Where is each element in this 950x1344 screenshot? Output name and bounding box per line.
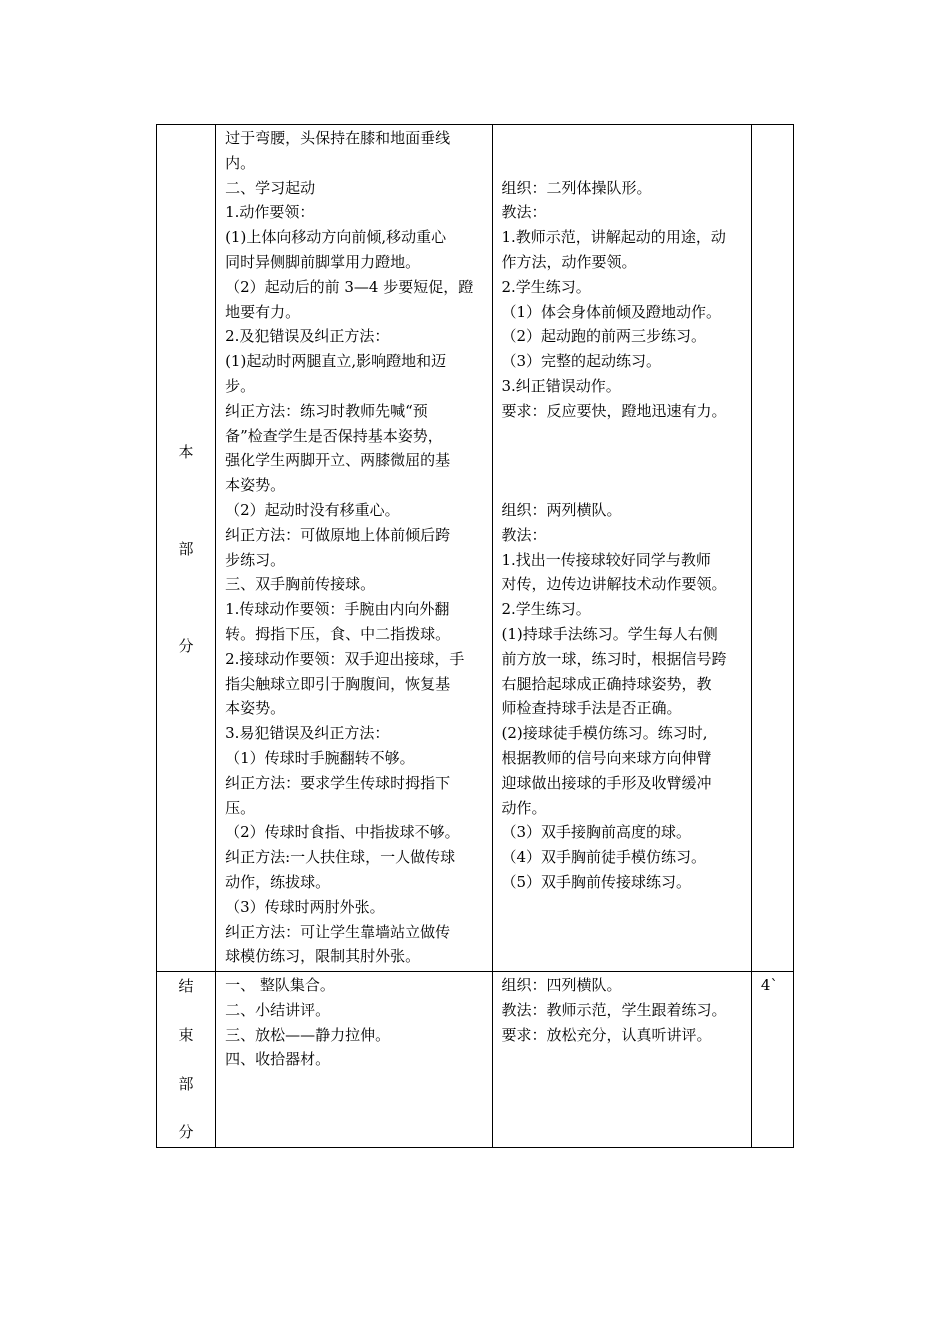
text-line: 步练习。 [225,550,286,569]
main-section-label [157,125,216,972]
text-line: 1.找出一传接球较好同学与教师 [501,550,711,569]
text-line: 纠正方法：练习时教师先喊“预 [225,401,428,420]
main-section-row [157,125,794,972]
section-label-char: 部 [178,1074,194,1093]
text-line [502,151,748,176]
text-line: 迎球做出接球的手形及收臂缓冲 [501,773,712,792]
text-line: 教法： [501,203,547,222]
text-line: 二、小结讲评。 [225,1000,331,1019]
text-line: （1）传球时手腕翻转不够。 [225,748,415,767]
text-line: 要求：反应要快，蹬地迅速有力。 [501,401,727,420]
text-line: （3）传球时两肘外张。 [225,897,385,916]
text-line: 作方法，动作要领。 [501,252,637,271]
text-line: 地要有力。 [225,302,301,321]
text-line: 纠正方法：可做原地上体前倾后跨 [225,525,451,544]
main-content-cell [216,125,492,972]
text-line: 3.易犯错误及纠正方法： [225,724,390,743]
text-line: （1）体会身体前倾及蹬地动作。 [501,302,722,321]
end-section-row [157,972,794,1148]
text-line: 强化学生两脚开立、两膝微屈的基 [225,451,451,470]
text-line: 三、双手胸前传接球。 [225,575,376,594]
text-line [502,126,748,151]
text-line: 前方放一球，练习时，根据信号跨 [501,649,727,668]
section-label-char: 本 [178,442,194,461]
text-line: 二、学习起动 [225,178,316,197]
main-time-cell [751,125,793,972]
end-content-cell [216,972,492,1148]
text-line: （2）起动跑的前两三步练习。 [501,327,707,346]
text-line: (2)接球徒手模仿练习。练习时, [501,724,708,743]
text-line: 右腿拾起球成正确持球姿势，教 [501,674,712,693]
text-line: 对传，边传边讲解技术动作要领。 [501,575,727,594]
section-label-char: 束 [178,1025,194,1044]
text-line: 三、放松——静力拉伸。 [225,1025,391,1044]
section-label-char: 分 [178,1123,194,1142]
text-line: 教法： [501,525,547,544]
text-line: (1)起动时两腿直立,影响蹬地和迈 [225,352,447,371]
text-line: 2.接球动作要领：双手迎出接球，手 [225,649,465,668]
text-line: 备”检查学生是否保持基本姿势， [225,426,443,445]
text-line: 同时异侧脚前脚掌用力蹬地。 [225,252,421,271]
end-section-label [157,972,216,1148]
text-line: 教法：教师示范，学生跟着练习。 [501,1000,727,1019]
text-line: 2.学生练习。 [501,277,591,296]
text-line: 四、收拾器材。 [225,1050,331,1069]
section-label-char: 分 [178,636,194,655]
text-line: （4）双手胸前徒手模仿练习。 [501,848,707,867]
text-line: 师检查持球手法是否正确。 [501,699,682,718]
text-line: 2.学生练习。 [501,600,591,619]
text-line: 纠正方法：要求学生传球时拇指下 [225,773,451,792]
text-line [502,473,748,498]
text-line: 转。拇指下压，食、中二指拨球。 [225,624,451,643]
text-line: （2）起动时没有移重心。 [225,500,400,519]
section-label-char: 结 [178,977,194,995]
main-method-cell [492,125,751,972]
text-line: 1.动作要领： [225,203,315,222]
end-time-cell: 4` [751,972,793,1148]
text-line: 组织：两列横队。 [501,500,622,519]
text-line [502,448,748,473]
text-line: （2）起动后的前 3—4 步要短促，蹬 [225,277,474,296]
text-line: 内。 [225,153,256,172]
end-method-cell [492,972,751,1148]
text-line: 指尖触球立即引于胸腹间，恢复基 [225,674,451,693]
text-line: 步。 [225,376,256,395]
text-line: 2.及犯错误及纠正方法： [225,327,390,346]
section-label-char: 部 [178,539,194,558]
main-method-lines [493,125,751,895]
end-method-lines [493,972,751,1047]
text-line: 动作，练拔球。 [225,872,331,891]
text-line: 压。 [225,798,256,817]
text-line: （3）完整的起动练习。 [501,352,662,371]
text-line: （2）传球时食指、中指拔球不够。 [225,823,460,842]
text-line: 纠正方法:一人扶住球，一人做传球 [225,848,456,867]
text-line: 根据教师的信号向来球方向伸臂 [501,748,712,767]
text-line: 1.教师示范，讲解起动的用途，动 [501,228,726,247]
text-line: 本姿势。 [225,476,286,495]
text-line: 组织：四列横队。 [501,976,622,994]
main-content-lines [216,125,491,969]
end-content-lines [216,972,491,1072]
text-line: 要求：放松充分，认真听讲评。 [501,1025,712,1044]
text-line: 本姿势。 [225,699,286,718]
text-line: （3）双手接胸前高度的球。 [501,823,692,842]
text-line: (1)上体向移动方向前倾,移动重心 [225,228,447,247]
text-line: 纠正方法：可让学生靠墙站立做传 [225,922,451,941]
text-line [502,424,748,449]
text-line: 一、 整队集合。 [225,976,335,994]
text-line: （5）双手胸前传接球练习。 [501,872,692,891]
text-line: 过于弯腰，头保持在膝和地面垂线 [225,129,451,147]
text-line: 球模仿练习，限制其肘外张。 [225,947,421,966]
text-line: (1)持球手法练习。学生每人右侧 [501,624,718,643]
text-line: 3.纠正错误动作。 [501,376,621,395]
text-line: 1.传球动作要领：手腕由内向外翻 [225,600,450,619]
lesson-plan-table [156,124,794,1148]
text-line: 动作。 [501,798,547,817]
text-line: 组织：二列体操队形。 [501,178,652,197]
